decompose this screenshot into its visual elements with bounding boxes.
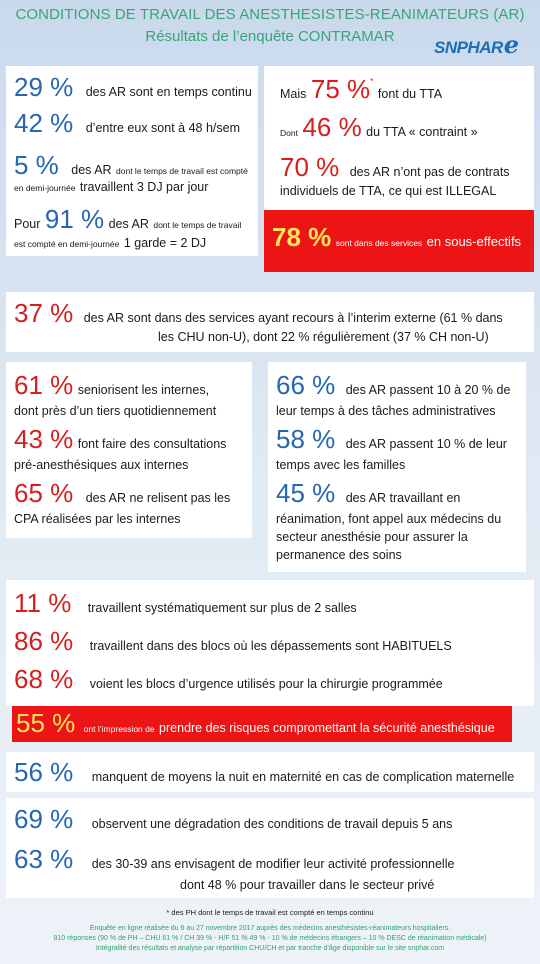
- stat-prefix: Dont: [280, 128, 298, 138]
- stat-text: des AR ne relisent pas les: [85, 491, 231, 505]
- stat-prefix: Mais: [280, 87, 307, 101]
- stat-text: des AR passent 10 à 20 % de: [345, 383, 511, 397]
- stat-percent: 5 %: [14, 150, 59, 180]
- stats-box-temps-travail: [6, 66, 258, 256]
- stat-percent: 69 %: [14, 804, 74, 834]
- stat-text: travaillent 3 DJ par jour: [79, 180, 209, 194]
- stat-text: leur temps à des tâches administratives: [276, 404, 496, 418]
- stat-text: pré-anesthésiques aux internes: [14, 458, 189, 472]
- stat-text: prendre des risques compromettant la sécurité anesthésique: [159, 721, 495, 735]
- stats-box-interim: [6, 292, 534, 352]
- stat-text: font faire des consultations: [77, 437, 227, 451]
- stat-percent: 29 %: [14, 72, 74, 102]
- stats-box-internes: [6, 362, 252, 538]
- stat-text: en sous-effectifs: [426, 234, 522, 249]
- alert-box-sous-effectifs: [264, 210, 534, 272]
- stats-box-maternite: [6, 752, 534, 792]
- stat-percent: 75 %: [310, 74, 371, 104]
- stat-text: manquent de moyens la nuit en maternité en cas de complication maternelle: [91, 770, 515, 784]
- stat-row: [14, 152, 248, 179]
- stat-text: secteur anesthésie pour assurer la: [276, 530, 468, 544]
- stat-row: [280, 154, 510, 181]
- stat-percent: 86 %: [14, 626, 74, 656]
- stat-percent: 66 %: [276, 370, 336, 400]
- stat-percent: 37 %: [14, 298, 74, 328]
- page-title: CONDITIONS DE TRAVAIL DES ANESTHESISTES-REANIMATEURS (AR): [15, 6, 525, 23]
- stat-percent: 91 %: [44, 204, 105, 234]
- stats-box-blocs: [6, 580, 534, 706]
- footer-line: Enquête en ligne réalisée du 6 au 27 novembre 2017 auprès des médecins anesthésistes-réanimateurs hospitaliers.: [89, 925, 451, 932]
- stat-prefix: Pour: [14, 217, 41, 231]
- stat-row: [276, 480, 460, 507]
- stat-percent: 61 %: [14, 370, 74, 400]
- footnote: * des PH dont le temps de travail est compté en temps continu: [166, 908, 374, 917]
- stat-text: des AR: [108, 217, 149, 231]
- stats-box-temps-admin: [268, 362, 526, 572]
- header: [0, 0, 540, 60]
- stat-text: des AR sont en temps continu: [85, 85, 252, 99]
- stat-text: des AR: [71, 163, 112, 177]
- stat-row: [14, 372, 209, 399]
- alert-box-risques: [12, 706, 512, 742]
- stat-text: travaillent dans des blocs où les dépassements sont HABITUELS: [89, 639, 452, 653]
- stat-row: [14, 110, 240, 137]
- stat-row: [14, 426, 226, 453]
- stat-percent: 55 %: [16, 708, 76, 738]
- stat-row: [276, 372, 510, 399]
- stat-text-small: dont le temps de travail est compté: [116, 166, 248, 176]
- stat-row: [280, 76, 442, 103]
- stat-text: dont près d’un tiers quotidiennement: [14, 404, 217, 418]
- stat-percent: 78 %: [272, 222, 332, 252]
- stat-text: des AR sont dans des services ayant recours à l’interim externe (61 % dans: [83, 311, 503, 325]
- stat-text: des 30-39 ans envisagent de modifier leur activité professionnelle: [91, 857, 455, 871]
- stat-percent: 58 %: [276, 424, 336, 454]
- stat-row: [276, 426, 507, 453]
- stat-text: font du TTA: [377, 87, 443, 101]
- stat-text: seniorisent les internes,: [77, 383, 210, 397]
- stat-percent: 65 %: [14, 478, 74, 508]
- stat-row: [14, 206, 241, 233]
- stat-row: [14, 806, 452, 833]
- footer-line: Intégralité des résultats et analyse par répartition CHU/CH et par tranche d’âge disponible sur le site snphar.com: [95, 945, 445, 952]
- stat-row: [14, 480, 230, 507]
- logo-e: e: [503, 30, 519, 59]
- stats-box-degradation: [6, 798, 534, 898]
- stat-text: les CHU non-U), dont 22 % régulièrement (37 % CH non-U): [158, 330, 489, 344]
- stat-row: [14, 846, 454, 873]
- stat-percent: 70 %: [280, 152, 340, 182]
- stat-percent: 45 %: [276, 478, 336, 508]
- stat-percent: 56 %: [14, 757, 74, 787]
- stats-box-tta: [264, 66, 534, 210]
- stat-text-small: sont dans des services: [335, 238, 423, 248]
- stat-percent: 68 %: [14, 664, 74, 694]
- stat-text: réanimation, font appel aux médecins du: [276, 512, 502, 526]
- footnote-star: *: [370, 76, 374, 86]
- stat-percent: 63 %: [14, 844, 74, 874]
- snphare-logo: [434, 30, 519, 59]
- footer-line: 910 réponses (90 % de PH – CHU 61 % / CH 39 % - H/F 51 % 49 % - 10 % de médecins étrangers – 10 % DESC de réanimation médicale): [53, 935, 487, 942]
- stat-text: CPA réalisées par les internes: [14, 512, 181, 526]
- stat-percent: 43 %: [14, 424, 74, 454]
- stat-row: [14, 628, 452, 655]
- stat-row: [14, 74, 252, 101]
- stat-text: individuels de TTA, ce qui est ILLEGAL: [280, 184, 497, 198]
- logo-text: SNPHAR: [434, 38, 503, 57]
- footer: [0, 924, 540, 954]
- page-subtitle: Résultats de l’enquête CONTRAMAR: [145, 28, 395, 45]
- stat-text-small: en demi-journée: [14, 183, 76, 193]
- stat-text: voient les blocs d’urgence utilisés pour la chirurgie programmée: [89, 677, 443, 691]
- stat-row: [14, 300, 503, 327]
- stat-percent: 46 %: [302, 112, 362, 142]
- stat-text: 1 garde = 2 DJ: [123, 236, 207, 250]
- stat-text: temps avec les familles: [276, 458, 406, 472]
- stat-text-small: est compté en demi-journée: [14, 239, 120, 249]
- stat-row: [14, 759, 514, 786]
- stat-text: travaillent systématiquement sur plus de 2 salles: [87, 601, 357, 615]
- stat-text: permanence des soins: [276, 548, 402, 562]
- stat-text-small: dont le temps de travail: [153, 220, 242, 230]
- stat-text: dont 48 % pour travailler dans le secteur privé: [180, 878, 435, 892]
- stat-text: des AR passent 10 % de leur: [345, 437, 507, 451]
- stat-percent: 42 %: [14, 108, 74, 138]
- stat-text: d’entre eux sont à 48 h/sem: [85, 121, 240, 135]
- stat-row: [272, 224, 521, 251]
- stat-text: des AR travaillant en: [345, 491, 461, 505]
- stat-row: [14, 666, 443, 693]
- stat-row: [14, 590, 357, 617]
- stat-percent: 11 %: [14, 588, 72, 618]
- stat-row-cont: [14, 178, 208, 196]
- stat-text: des AR n’ont pas de contrats: [349, 165, 510, 179]
- stat-text: observent une dégradation des conditions de travail depuis 5 ans: [91, 817, 453, 831]
- stat-row: [16, 710, 495, 737]
- stat-row: [280, 114, 478, 141]
- stat-text-small: ont l’impression de: [83, 724, 155, 734]
- stat-text: du TTA « contraint »: [366, 125, 478, 139]
- stat-row-cont: [14, 234, 206, 252]
